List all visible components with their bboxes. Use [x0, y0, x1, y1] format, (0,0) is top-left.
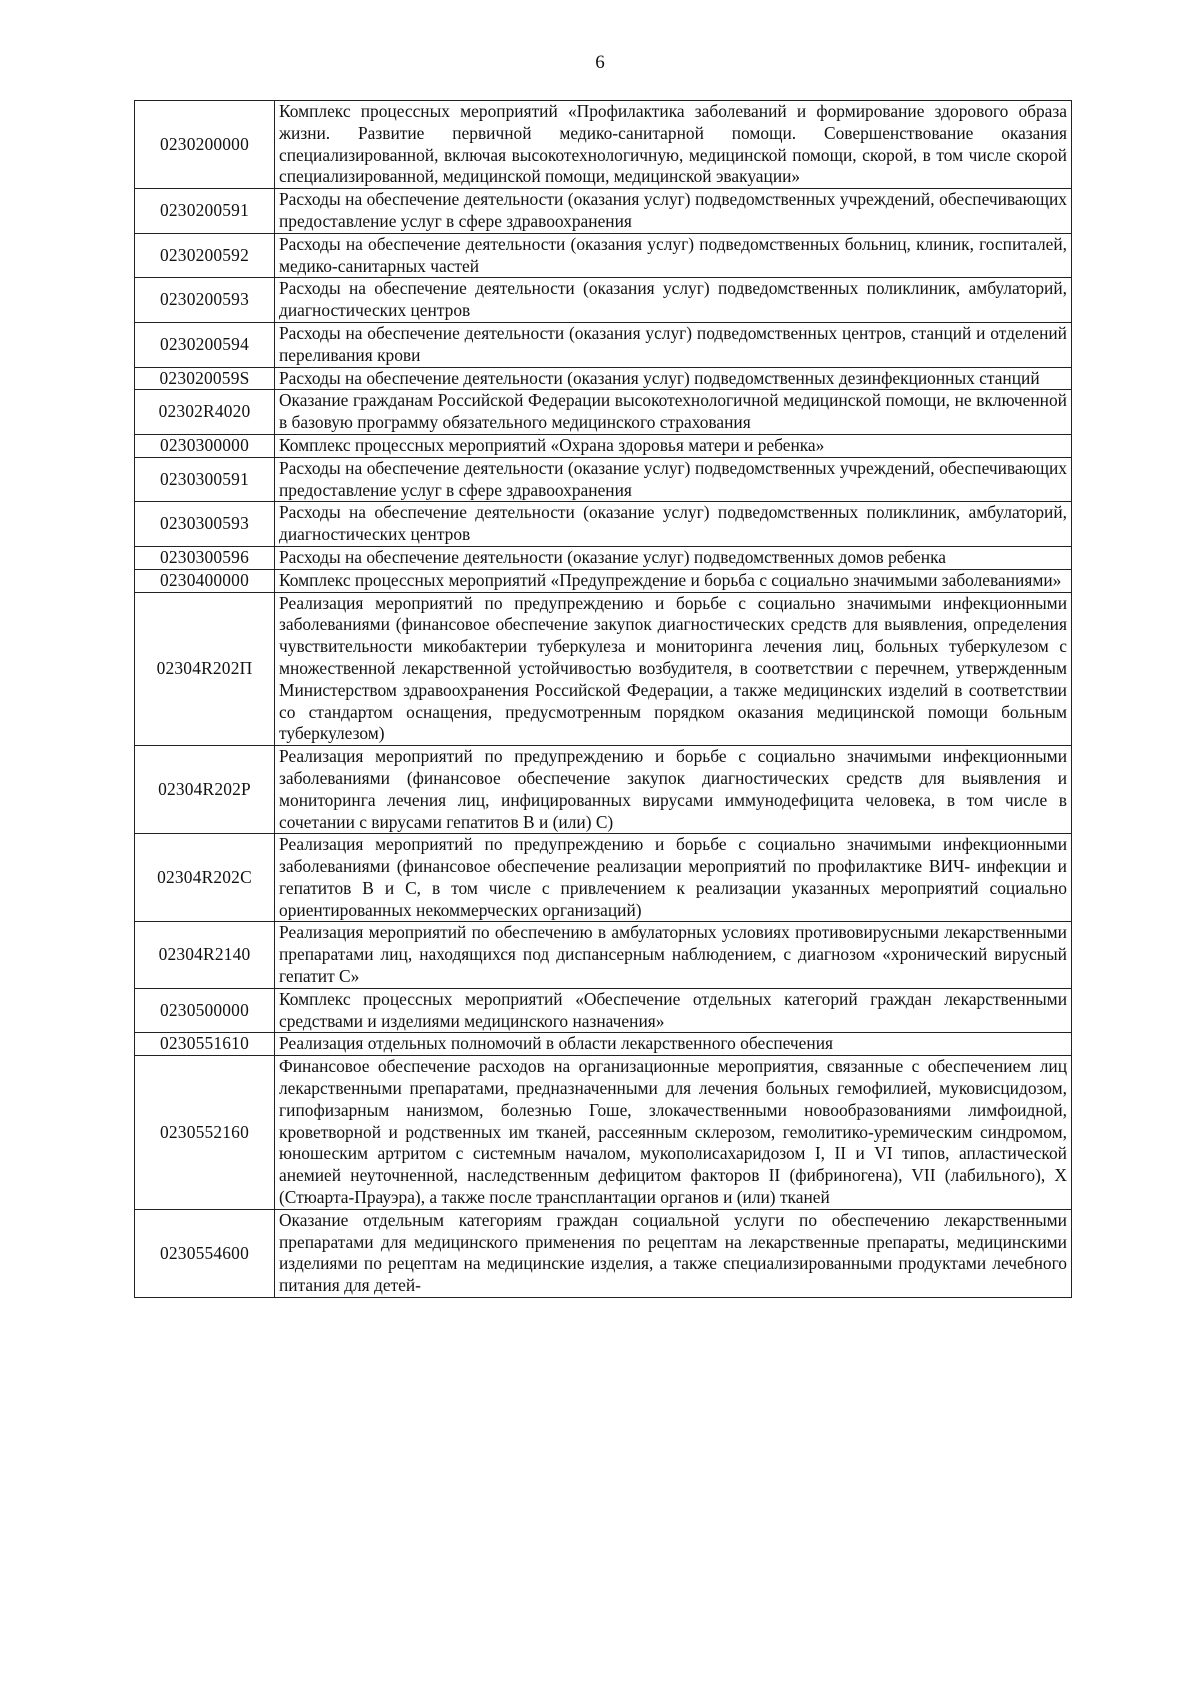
- page-number: 6: [595, 52, 605, 73]
- budget-code-cell: 0230300593: [135, 502, 275, 547]
- table-row: [135, 390, 1072, 435]
- description-cell: Финансовое обеспечение расходов на организационные мероприятия, связанные с обеспечением лиц лекарственными препаратами, предназначенными для лечения больных гемофилией, муковисцидозом, гипофизарным нанизмом, болезнью Гоше, злокачественными новообразованиями лимфоидной, кроветворной и родственных им тканей, рассеянным склерозом, гемолитико-уремическим синдромом, юношеским артритом с системным началом, мукополисахаридозом I, II и VI типов, апластической анемией неуточненной, наследственным дефицитом факторов II (фибриногена), VII (лабильного), X (Стюарта-Прауэра), а также после трансплантации органов и (или) тканей: [275, 1056, 1072, 1210]
- description-cell: Реализация отдельных полномочий в области лекарственного обеспечения: [275, 1033, 1072, 1056]
- description-cell: Расходы на обеспечение деятельности (оказания услуг) подведомственных поликлиник, амбулаторий, диагностических центров: [275, 278, 1072, 323]
- budget-code-cell: 023020059S: [135, 367, 275, 390]
- budget-code-cell: 0230300596: [135, 546, 275, 569]
- budget-code-cell: 02304R202П: [135, 592, 275, 746]
- table-row: [135, 922, 1072, 988]
- description-cell: Расходы на обеспечение деятельности (оказания услуг) подведомственных центров, станций и отделений переливания крови: [275, 322, 1072, 367]
- budget-code-cell: 0230200000: [135, 101, 275, 189]
- description-cell: Реализация мероприятий по предупреждению и борьбе с социально значимыми инфекционными заболеваниями (финансовое обеспечение реализации мероприятий по профилактике ВИЧ- инфекции и гепатитов В и С, в том числе с привлечением к реализации указанных мероприятий социально ориентированных некоммерческих организаций): [275, 834, 1072, 922]
- description-cell: Расходы на обеспечение деятельности (оказание услуг) подведомственных поликлиник, амбулаторий, диагностических центров: [275, 502, 1072, 547]
- description-cell: Расходы на обеспечение деятельности (оказание услуг) подведомственных домов ребенка: [275, 546, 1072, 569]
- budget-code-cell: 0230200593: [135, 278, 275, 323]
- budget-code-cell: 0230551610: [135, 1033, 275, 1056]
- table-row: [135, 434, 1072, 457]
- description-cell: Расходы на обеспечение деятельности (оказания услуг) подведомственных больниц, клиник, госпиталей, медико-санитарных частей: [275, 233, 1072, 278]
- table-row: [135, 834, 1072, 922]
- table-row: [135, 1033, 1072, 1056]
- description-cell: Комплекс процессных мероприятий «Профилактика заболеваний и формирование здорового образа жизни. Развитие первичной медико-санитарной помощи. Совершенствование оказания специализированной, включая высокотехнологичную, медицинской помощи, скорой, в том числе скорой специализированной, медицинской помощи, медицинской эвакуации»: [275, 101, 1072, 189]
- budget-code-cell: 0230500000: [135, 988, 275, 1033]
- budget-code-cell: 0230300591: [135, 457, 275, 502]
- budget-code-cell: 0230554600: [135, 1209, 275, 1297]
- table-row: [135, 746, 1072, 834]
- description-cell: Комплекс процессных мероприятий «Охрана здоровья матери и ребенка»: [275, 434, 1072, 457]
- table-row: [135, 546, 1072, 569]
- table-row: [135, 569, 1072, 592]
- table-row: [135, 233, 1072, 278]
- table-row: [135, 322, 1072, 367]
- description-cell: Комплекс процессных мероприятий «Предупреждение и борьба с социально значимыми заболеваниями»: [275, 569, 1072, 592]
- description-cell: Оказание гражданам Российской Федерации высокотехнологичной медицинской помощи, не включенной в базовую программу обязательного медицинского страхования: [275, 390, 1072, 435]
- table-row: [135, 101, 1072, 189]
- table-row: [135, 278, 1072, 323]
- description-cell: Расходы на обеспечение деятельности (оказание услуг) подведомственных учреждений, обеспечивающих предоставление услуг в сфере здравоохранения: [275, 457, 1072, 502]
- description-cell: Реализация мероприятий по обеспечению в амбулаторных условиях противовирусными лекарственными препаратами лиц, находящихся под диспансерным наблюдением, с диагнозом «хронический вирусный гепатит С»: [275, 922, 1072, 988]
- description-cell: Реализация мероприятий по предупреждению и борьбе с социально значимыми инфекционными заболеваниями (финансовое обеспечение закупок диагностических средств для выявления, определения чувствительности микобактерии туберкулеза и мониторинга лечения лиц, больных туберкулезом с множественной лекарственной устойчивостью возбудителя, в соответствии с перечнем, утвержденным Министерством здравоохранения Российской Федерации, а также медицинских изделий в соответствии со стандартом оснащения, предусмотренным порядком оказания медицинской помощи больным туберкулезом): [275, 592, 1072, 746]
- description-cell: Расходы на обеспечение деятельности (оказания услуг) подведомственных дезинфекционных станций: [275, 367, 1072, 390]
- table-row: [135, 988, 1072, 1033]
- description-cell: Комплекс процессных мероприятий «Обеспечение отдельных категорий граждан лекарственными средствами и изделиями медицинского назначения»: [275, 988, 1072, 1033]
- description-cell: Оказание отдельным категориям граждан социальной услуги по обеспечению лекарственными препаратами для медицинского применения по рецептам на лекарственные препараты, медицинскими изделиями по рецептам на медицинские изделия, а также специализированными продуктами лечебного питания для детей-: [275, 1209, 1072, 1297]
- budget-code-cell: 02302R4020: [135, 390, 275, 435]
- table-row: [135, 1209, 1072, 1297]
- table-row: [135, 189, 1072, 234]
- budget-code-cell: 0230400000: [135, 569, 275, 592]
- budget-code-cell: 0230552160: [135, 1056, 275, 1210]
- table-row: [135, 592, 1072, 746]
- budget-code-cell: 02304R202Р: [135, 746, 275, 834]
- table-row: [135, 457, 1072, 502]
- budget-codes-table: [134, 100, 1072, 1298]
- table-row: [135, 367, 1072, 390]
- table-row: [135, 502, 1072, 547]
- description-cell: Расходы на обеспечение деятельности (оказания услуг) подведомственных учреждений, обеспечивающих предоставление услуг в сфере здравоохранения: [275, 189, 1072, 234]
- budget-code-cell: 02304R202С: [135, 834, 275, 922]
- budget-code-cell: 0230200592: [135, 233, 275, 278]
- table-body: [135, 101, 1072, 1298]
- budget-code-cell: 0230300000: [135, 434, 275, 457]
- budget-code-cell: 0230200594: [135, 322, 275, 367]
- budget-code-cell: 0230200591: [135, 189, 275, 234]
- description-cell: Реализация мероприятий по предупреждению и борьбе с социально значимыми инфекционными заболеваниями (финансовое обеспечение закупок диагностических средств для выявления и мониторинга лечения лиц, инфицированных вирусами иммунодефицита человека, в том числе в сочетании с вирусами гепатитов В и (или) С): [275, 746, 1072, 834]
- budget-code-cell: 02304R2140: [135, 922, 275, 988]
- table-row: [135, 1056, 1072, 1210]
